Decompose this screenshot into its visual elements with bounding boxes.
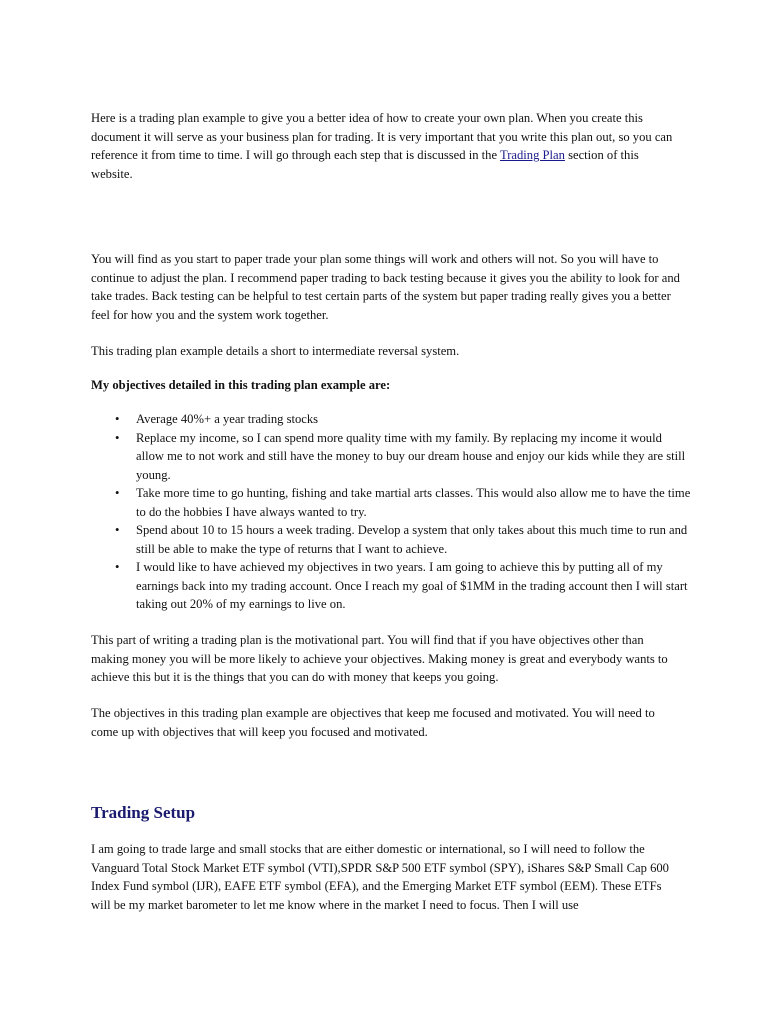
trading-setup-heading: Trading Setup — [91, 803, 196, 822]
objective-text: Average 40%+ a year trading stocks — [136, 412, 319, 426]
objectives-heading: My objectives detailed in this trading plan example are: — [91, 378, 391, 392]
trading-setup-paragraph: I am going to trade large and small stocks that are either domestic or international, so I will need to follow the Vanguard Total Stock Market ETF symbol (VTI),SPDR S&P 500 ETF symbol (SPY), iShares S&P Small Cap 600 Index Fund symbol (IJR), EAFE ETF symbol (EFA), and the Emerging Market ETF symbol (EEM). These ETFs will be my market barometer to let me know where in the market I need to focus. Then I will use — [91, 842, 669, 912]
list-item — [91, 429, 691, 485]
paper-trade-paragraph: You will find as you start to paper trade your plan some things will work and others will not. So you will have to continue to adjust the plan. I recommend paper trading to back testing because it gives you the ability to look for and take trades. Back testing can be helpful to test certain parts of the system but paper trading really gives you a better feel for how you and the system work together. — [91, 252, 680, 322]
intro-paragraph — [91, 109, 681, 183]
trading-plan-link[interactable]: Trading Plan — [499, 148, 565, 162]
bullet-icon: • — [115, 523, 120, 537]
focused-paragraph: The objectives in this trading plan example are objectives that keep me focused and motivated. You will need to come up with objectives that will keep you focused and motivated. — [91, 706, 655, 739]
objective-text: Take more time to go hunting, fishing and take martial arts classes. This would also allow me to have the time to do the hobbies I have always wanted to try. — [136, 486, 691, 519]
bullet-icon: • — [115, 486, 120, 500]
motivational-paragraph: This part of writing a trading plan is the motivational part. You will find that if you have objectives other than making money you will be more likely to achieve your objectives. Making money is great and everybody wants to achieve this but it is the things that you can do with money that keeps you going. — [91, 633, 668, 684]
intro-text-after: section of this website. — [91, 148, 639, 181]
objective-text: Replace my income, so I can spend more quality time with my family. By replacing my income it would allow me to not work and still have the money to buy our dream house and enjoy our kids while they are still young. — [136, 430, 686, 482]
objectives-list — [91, 410, 691, 614]
list-item — [91, 558, 691, 614]
objective-text: I would like to have achieved my objectives in two years. I am going to achieve this by putting all of my earnings back into my trading account. Once I reach my goal of $1MM in the trading account then I will start taking out 20% of my earnings to live on. — [136, 560, 688, 611]
list-item — [91, 484, 691, 521]
bullet-icon: • — [115, 560, 120, 574]
list-item — [91, 410, 691, 429]
bullet-icon: • — [115, 412, 120, 426]
list-item — [91, 521, 691, 558]
objective-text: Spend about 10 to 15 hours a week trading. Develop a system that only takes about this much time to run and still be able to make the type of returns that I want to achieve. — [136, 523, 688, 556]
reversal-system-paragraph: This trading plan example details a short to intermediate reversal system. — [91, 344, 460, 358]
intro-text-before: Here is a trading plan example to give you a better idea of how to create your own plan. When you create this document it will serve as your business plan for trading. It is very important that you write this plan out, so you can reference it from time to time. I will go through each step that is discussed in the — [91, 111, 673, 162]
bullet-icon: • — [115, 430, 120, 445]
